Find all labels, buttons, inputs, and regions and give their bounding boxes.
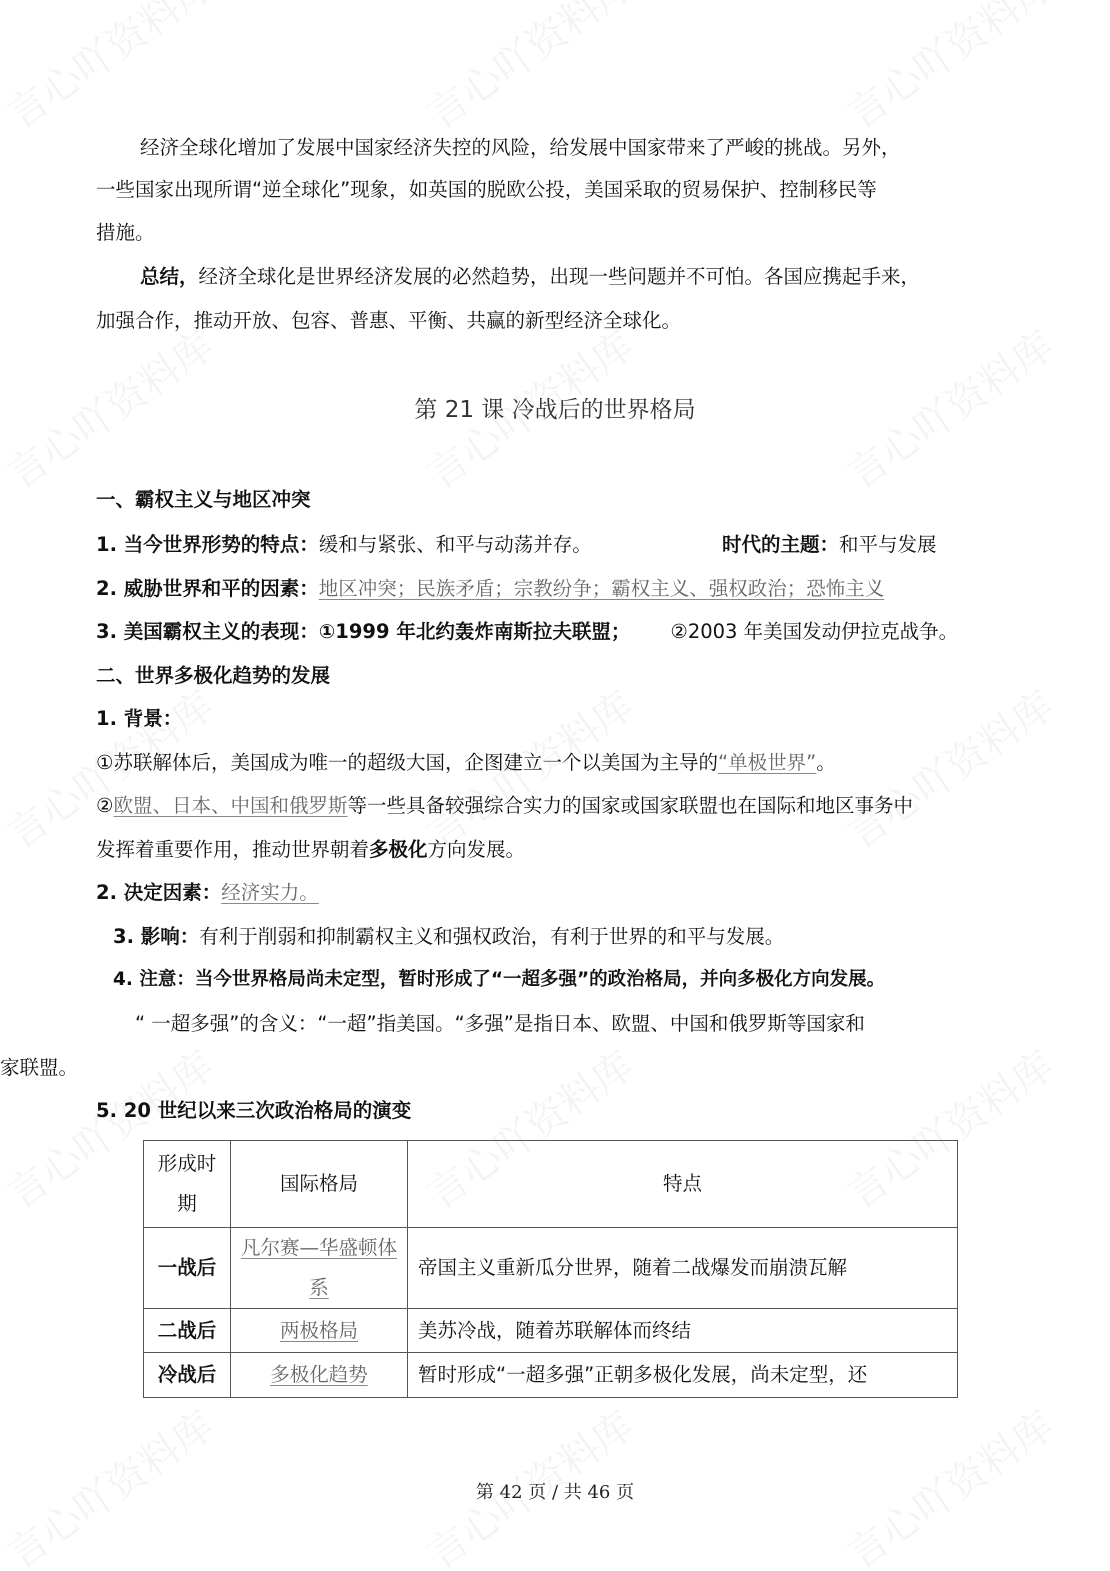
pattern-cell: 多极化趋势 bbox=[231, 1353, 408, 1398]
underlined-answer: 地区冲突；民族矛盾；宗教纷争；霸权主义、强权政治；恐怖主义 bbox=[318, 577, 885, 600]
item-text: 缓和与紧张、和平与动荡并存。 bbox=[318, 533, 592, 556]
item-text: ①1999 年北约轰炸南斯拉夫联盟； bbox=[318, 620, 631, 643]
summary-text: 经济全球化是世界经济发展的必然趋势，出现一些问题并不可怕。各国应携起手来， bbox=[198, 265, 921, 288]
underlined-answer: 欧盟、日本、中国和俄罗斯 bbox=[113, 794, 348, 817]
table-row bbox=[144, 1309, 958, 1353]
paragraph bbox=[96, 792, 913, 820]
paragraph: 一些国家出现所谓“逆全球化”现象，如英国的脱欧公投，美国采取的贸易保护、控制移民等 bbox=[96, 178, 877, 201]
lesson-title: 第 21 课 冷战后的世界格局 bbox=[414, 397, 696, 423]
section-heading: 二、世界多极化趋势的发展 bbox=[96, 664, 331, 687]
watermark-text bbox=[0, 0, 222, 138]
header-cell: 国际格局 bbox=[231, 1141, 408, 1228]
period-cell: 一战后 bbox=[144, 1228, 231, 1309]
header-cell: 特点 bbox=[408, 1141, 958, 1228]
table-row bbox=[144, 1228, 958, 1309]
paragraph bbox=[96, 749, 836, 777]
table-header-row bbox=[144, 1141, 958, 1228]
item-label: 3. 影响： bbox=[113, 925, 200, 948]
list-item bbox=[96, 531, 592, 559]
pattern-cell: 两极格局 bbox=[231, 1309, 408, 1353]
page-number: 第 42 页 / 共 46 页 bbox=[475, 1482, 635, 1503]
text: 多极化 bbox=[369, 838, 428, 861]
section-heading: 5. 20 世纪以来三次政治格局的演变 bbox=[96, 1099, 412, 1122]
paragraph bbox=[96, 836, 525, 864]
feature-cell: 暂时形成“一超多强”正朝多极化发展，尚未定型，还 bbox=[408, 1353, 958, 1398]
list-item bbox=[96, 618, 958, 646]
feature-cell: 帝国主义重新瓜分世界，随着二战爆发而崩溃瓦解 bbox=[408, 1228, 958, 1309]
paragraph: 家联盟。 bbox=[0, 1056, 79, 1079]
header-cell: 形成时期 bbox=[144, 1141, 231, 1228]
list-item bbox=[96, 879, 319, 907]
item-label: 1. 当今世界形势的特点： bbox=[96, 533, 319, 556]
item-text: ②2003 年美国发动伊拉克战争。 bbox=[670, 620, 959, 643]
period-cell: 二战后 bbox=[144, 1309, 231, 1353]
text: ② bbox=[96, 794, 114, 817]
era-theme bbox=[722, 531, 937, 559]
table-row bbox=[144, 1353, 958, 1398]
item-label: 2. 威胁世界和平的因素： bbox=[96, 577, 319, 600]
section-heading: 一、霸权主义与地区冲突 bbox=[96, 488, 311, 511]
text: ①苏联解体后，美国成为唯一的超级大国，企图建立一个以美国为主导的 bbox=[96, 751, 718, 774]
paragraph bbox=[140, 263, 920, 291]
note: 4. 注意：当今世界格局尚未定型，暂时形成了“一超多强”的政治格局，并向多极化方向发展。 bbox=[113, 969, 886, 990]
paragraph: 加强合作，推动开放、包容、普惠、平衡、共赢的新型经济全球化。 bbox=[96, 309, 682, 332]
text: 方向发展。 bbox=[427, 838, 526, 861]
paragraph: 措施。 bbox=[96, 221, 155, 244]
text: 发挥着重要作用，推动世界朝着 bbox=[96, 838, 370, 861]
summary-label: 总结， bbox=[140, 265, 199, 288]
item-label: 时代的主题： bbox=[722, 533, 840, 556]
text: 。 bbox=[816, 751, 836, 774]
underlined-answer: “单极世界” bbox=[717, 751, 817, 774]
item-label: 3. 美国霸权主义的表现： bbox=[96, 620, 319, 643]
feature-cell: 美苏冷战，随着苏联解体而终结 bbox=[408, 1309, 958, 1353]
pattern-cell: 凡尔赛—华盛顿体系 bbox=[231, 1228, 408, 1309]
paragraph: “ 一超多强”的含义：“一超”指美国。“多强”是指日本、欧盟、中国和俄罗斯等国家和 bbox=[135, 1012, 865, 1035]
period-cell: 冷战后 bbox=[144, 1353, 231, 1398]
watermark-text bbox=[419, 0, 642, 138]
political-pattern-table bbox=[143, 1140, 958, 1398]
list-item bbox=[96, 575, 884, 603]
item-label: 2. 决定因素： bbox=[96, 881, 222, 904]
list-item bbox=[113, 923, 784, 951]
watermark-text bbox=[839, 683, 1062, 858]
item-text: 有利于削弱和抑制霸权主义和强权政治，有利于世界的和平与发展。 bbox=[199, 925, 785, 948]
text: 等一些具备较强综合实力的国家或国家联盟也在国际和地区事务中 bbox=[347, 794, 914, 817]
underlined-answer: 经济实力。 bbox=[221, 881, 319, 904]
paragraph: 经济全球化增加了发展中国家经济失控的风险，给发展中国家带来了严峻的挑战。另外， bbox=[140, 136, 901, 159]
item-label: 1. 背景： bbox=[96, 707, 183, 730]
watermark-text bbox=[839, 0, 1062, 138]
item-text: 和平与发展 bbox=[839, 533, 937, 556]
